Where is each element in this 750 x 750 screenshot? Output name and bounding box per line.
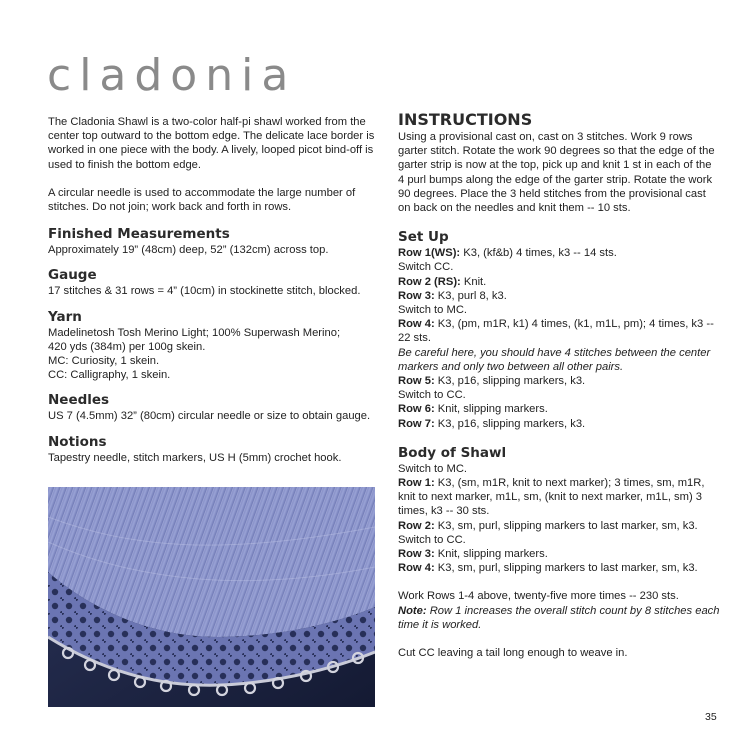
- note-label: Note:: [398, 604, 427, 617]
- row-label: Row 1(WS):: [398, 247, 461, 260]
- row-text: Knit, slipping markers.: [434, 548, 548, 561]
- setup-heading: Set Up: [398, 229, 449, 246]
- gauge-text: 17 stitches & 31 rows = 4” (10cm) in stockinette stitch, blocked.: [48, 285, 361, 298]
- notions-section: [48, 434, 378, 465]
- notions-heading: Notions: [48, 433, 107, 450]
- row-text: K3, sm, purl, slipping markers to last marker, sm, k3.: [434, 519, 698, 532]
- row-text: K3, purl 8, k3.: [434, 289, 507, 302]
- left-column: [48, 115, 378, 465]
- pattern-title: cladonia: [47, 50, 297, 101]
- setup-row-4: [398, 317, 720, 345]
- setup-switch: Switch CC.: [398, 261, 454, 274]
- yarn-section: [48, 309, 378, 383]
- note-text: Row 1 increases the overall stitch count by 8 stitches each time it is worked.: [398, 604, 720, 631]
- intro-paragraph-2: A circular needle is used to accommodate the large number of stitches. Do not join; work back and forth in rows.: [48, 186, 356, 214]
- row-text: K3, sm, purl, slipping markers to last marker, sm, k3.: [434, 562, 698, 575]
- setup-row-2: [398, 275, 720, 289]
- row-label: Row 4:: [398, 318, 435, 331]
- body-cut: Cut CC leaving a tail long enough to weave in.: [398, 647, 628, 660]
- needles-text: US 7 (4.5mm) 32” (80cm) circular needle or size to obtain gauge.: [48, 410, 371, 423]
- row-text: K3, (pm, m1R, k1) 4 times, (k1, m1L, pm); 4 times, k3 -- 22 sts.: [398, 318, 714, 345]
- setup-row-1: [398, 246, 720, 260]
- gauge-section: [48, 267, 378, 298]
- row-label: Row 3:: [398, 548, 435, 561]
- setup-switch: Switch to MC.: [398, 304, 468, 317]
- setup-switch: Switch to CC.: [398, 389, 466, 402]
- yarn-heading: Yarn: [48, 308, 82, 325]
- body-row-1: [398, 476, 720, 519]
- setup-row-6: [398, 402, 720, 416]
- row-text: K3, (kf&b) 4 times, k3 -- 14 sts.: [460, 247, 617, 260]
- yarn-line: 420 yds (384m) per 100g skein.: [48, 340, 206, 353]
- row-text: K3, p16, slipping markers, k3.: [434, 417, 586, 430]
- finished-section: [48, 226, 378, 257]
- needles-section: [48, 392, 378, 423]
- yarn-line: Madelinetosh Tosh Merino Light; 100% Superwash Merino;: [48, 326, 341, 339]
- setup-section: [398, 229, 720, 431]
- row-label: Row 4:: [398, 562, 435, 575]
- row-text: Knit.: [460, 275, 487, 288]
- finished-text: Approximately 19” (48cm) deep, 52” (132cm) across top.: [48, 244, 329, 257]
- setup-row-5: [398, 374, 720, 388]
- body-row-4: [398, 561, 720, 575]
- row-label: Row 6:: [398, 403, 435, 416]
- row-text: K3, p16, slipping markers, k3.: [434, 375, 586, 388]
- gauge-heading: Gauge: [48, 267, 97, 284]
- yarn-line: CC: Calligraphy, 1 skein.: [48, 369, 171, 382]
- setup-row-3: [398, 289, 720, 303]
- row-label: Row 1:: [398, 477, 435, 490]
- setup-note: Be careful here, you should have 4 stitches between the center markers and only two between all other pairs.: [398, 346, 711, 373]
- row-label: Row 5:: [398, 375, 435, 388]
- body-note: [398, 604, 720, 632]
- page-number: 35: [705, 711, 717, 723]
- instructions-heading: INSTRUCTIONS: [398, 110, 533, 129]
- body-repeat: Work Rows 1-4 above, twenty-five more times -- 230 sts.: [398, 590, 679, 603]
- body-heading: Body of Shawl: [398, 444, 507, 461]
- shawl-photo: [48, 487, 375, 707]
- body-switch: Switch to MC.: [398, 462, 468, 475]
- instructions-text: Using a provisional cast on, cast on 3 stitches. Work 9 rows garter stitch. Rotate the work 90 degrees so that the edge of the garter strip is now at the top, pick up and knit 1 st in each of the 4 purl bumps along the edge of the garter strip. Rotate the work 90 degrees. Place the 3 held stitches from the provisional cast on back on the needles and knit them -- 10 sts.: [398, 131, 715, 215]
- body-row-2: [398, 519, 720, 533]
- row-label: Row 7:: [398, 417, 435, 430]
- right-column: [398, 110, 720, 660]
- row-label: Row 2 (RS):: [398, 275, 461, 288]
- body-row-3: [398, 547, 720, 561]
- body-switch: Switch to CC.: [398, 533, 466, 546]
- row-text: K3, (sm, m1R, knit to next marker); 3 times, sm, m1R, knit to next marker, m1L, sm, (knit to next marker, m1L, sm) 3 times, k3 -- 30 sts.: [398, 477, 705, 518]
- row-label: Row 3:: [398, 289, 435, 302]
- shawl-photo-image: [48, 487, 375, 707]
- setup-row-7: [398, 417, 720, 431]
- finished-heading: Finished Measurements: [48, 226, 230, 243]
- yarn-line: MC: Curiosity, 1 skein.: [48, 355, 160, 368]
- needles-heading: Needles: [48, 392, 110, 409]
- intro-paragraph-1: The Cladonia Shawl is a two-color half-pi shawl worked from the center top outward to the bottom edge. The delicate lace border is worked in one piece with the body. A lively, looped picot bind-off is used to finish the bottom edge.: [48, 116, 375, 171]
- row-text: Knit, slipping markers.: [434, 403, 548, 416]
- notions-text: Tapestry needle, stitch markers, US H (5mm) crochet hook.: [48, 451, 342, 464]
- body-section: [398, 445, 720, 660]
- row-label: Row 2:: [398, 519, 435, 532]
